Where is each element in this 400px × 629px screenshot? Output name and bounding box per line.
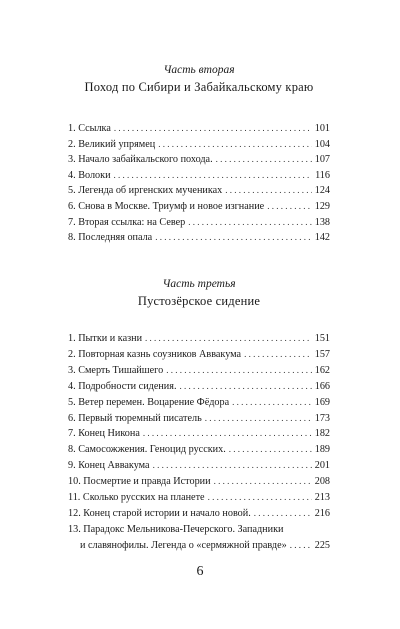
toc-entry bbox=[68, 458, 330, 474]
toc-entry-multiline bbox=[68, 522, 330, 554]
toc-entry-page: 213 bbox=[314, 492, 330, 504]
toc-entry-page: 166 bbox=[314, 380, 330, 392]
toc-leader-dots bbox=[155, 230, 312, 246]
toc-entry bbox=[68, 474, 330, 490]
toc-entry-page: 138 bbox=[314, 216, 330, 228]
toc-leader-dots bbox=[143, 426, 312, 442]
toc-entry-page: 173 bbox=[314, 412, 330, 424]
toc-entry-title: 3. Начало забайкальского похода. bbox=[68, 154, 213, 166]
part-two-kicker: Часть вторая bbox=[163, 64, 235, 76]
toc-entry bbox=[68, 168, 330, 184]
toc-entry-title: 9. Конец Аввакума bbox=[68, 460, 150, 472]
toc-entry bbox=[68, 199, 330, 215]
toc-entry-page: 189 bbox=[314, 444, 330, 456]
toc-entry bbox=[68, 395, 330, 411]
toc-entry bbox=[68, 230, 330, 246]
toc-entry-page: 216 bbox=[314, 507, 330, 519]
toc-leader-dots bbox=[244, 347, 312, 363]
toc-entry-title: 10. Посмертие и правда Истории bbox=[68, 476, 211, 488]
toc-leader-dots bbox=[254, 506, 312, 522]
page-number: 6 bbox=[196, 564, 204, 579]
toc-leader-dots bbox=[229, 442, 312, 458]
toc-entry-page: 129 bbox=[314, 200, 330, 212]
toc-entry-title: 6. Снова в Москве. Триумф и новое изгнание bbox=[68, 200, 265, 212]
toc-entry bbox=[68, 331, 330, 347]
toc-entry-title: 7. Вторая ссылка: на Север bbox=[68, 216, 186, 228]
toc-leader-dots bbox=[267, 199, 312, 215]
part-two-section bbox=[68, 63, 330, 246]
toc-entry-title: 1. Пытки и казни bbox=[68, 333, 143, 344]
toc-entry-page: 169 bbox=[314, 396, 330, 408]
toc-entry-title: 3. Смерть Тишайшего bbox=[68, 364, 164, 376]
toc-leader-dots bbox=[225, 183, 311, 199]
part-three-section bbox=[68, 277, 330, 554]
toc-entry-title: 8. Последняя опала bbox=[68, 232, 153, 244]
toc-leader-dots bbox=[216, 152, 312, 168]
toc-leader-dots bbox=[153, 458, 312, 474]
toc-entry-title: 4. Волоки bbox=[68, 169, 111, 181]
toc-entry-title: 2. Великий упрямец bbox=[68, 138, 156, 150]
toc-leader-dots bbox=[188, 215, 311, 231]
toc-leader-dots bbox=[158, 137, 312, 153]
toc-entry-page: 151 bbox=[314, 333, 330, 344]
toc-entry-title: 12. Конец старой истории и начало новой. bbox=[68, 507, 251, 519]
toc-entry-page: 182 bbox=[314, 428, 330, 440]
toc-entry-page: 104 bbox=[314, 138, 330, 150]
toc-entry-title-line1: 13. Парадокс Мельникова-Печерского. Западники bbox=[68, 523, 284, 535]
toc-leader-dots bbox=[205, 411, 312, 427]
toc-entry bbox=[68, 442, 330, 458]
toc-entry bbox=[68, 121, 330, 137]
toc-entry-page: 157 bbox=[314, 348, 330, 360]
part-three-toc-list bbox=[68, 331, 330, 522]
toc-entry-title: 8. Самосожжения. Геноцид русских. bbox=[68, 444, 226, 456]
toc-leader-dots bbox=[145, 331, 312, 347]
toc-entry bbox=[68, 152, 330, 168]
toc-entry-page: 101 bbox=[314, 123, 330, 134]
toc-leader-dots bbox=[114, 168, 313, 184]
toc-entry-page: 208 bbox=[314, 476, 330, 488]
toc-leader-dots bbox=[232, 395, 312, 411]
toc-entry bbox=[68, 490, 330, 506]
toc-entry bbox=[68, 379, 330, 395]
toc-entry-page: 142 bbox=[314, 232, 330, 244]
toc-leader-dots bbox=[166, 363, 312, 379]
toc-entry bbox=[68, 215, 330, 231]
toc-entry-title: 4. Подробности сидения. bbox=[68, 380, 177, 392]
toc-entry-title: 7. Конец Никона bbox=[68, 428, 140, 440]
toc-entry-page: 124 bbox=[314, 185, 330, 197]
toc-entry bbox=[68, 411, 330, 427]
toc-entry-title: 11. Сколько русских на планете bbox=[68, 492, 205, 504]
toc-leader-dots bbox=[290, 538, 312, 554]
toc-entry-title: 6. Первый тюремный писатель bbox=[68, 412, 202, 424]
part-three-kicker: Часть третья bbox=[162, 278, 236, 290]
toc-entry-title: 2. Повторная казнь соузников Аввакума bbox=[68, 348, 242, 360]
toc-entry bbox=[68, 363, 330, 379]
toc-entry bbox=[68, 347, 330, 363]
part-two-toc-list bbox=[68, 121, 330, 246]
toc-entry-title: 1. Ссылка bbox=[68, 123, 111, 134]
toc-entry bbox=[68, 137, 330, 153]
part-three-title: Пустозёрское сидение bbox=[137, 294, 261, 308]
toc-entry-page: 201 bbox=[314, 460, 330, 472]
toc-entry-page: 162 bbox=[314, 364, 330, 376]
toc-leader-dots bbox=[114, 121, 312, 137]
toc-entry-title-line2: и славянофилы. Легенда о «сермяжной правде» bbox=[80, 539, 287, 551]
toc-leader-dots bbox=[180, 379, 312, 395]
toc-entry-title: 5. Ветер перемен. Воцарение Фёдора bbox=[68, 396, 230, 408]
toc-entry bbox=[68, 183, 330, 199]
toc-entry-page: 225 bbox=[314, 539, 330, 551]
toc-entry-page: 116 bbox=[315, 169, 330, 181]
toc-leader-dots bbox=[214, 474, 312, 490]
toc-entry bbox=[68, 426, 330, 442]
toc-entry-page: 107 bbox=[314, 154, 330, 166]
toc-entry-title: 5. Легенда об иргенских мучениках bbox=[68, 185, 223, 197]
toc-entry bbox=[68, 506, 330, 522]
part-two-title: Поход по Сибири и Забайкальскому краю bbox=[84, 80, 314, 94]
toc-leader-dots bbox=[208, 490, 312, 506]
